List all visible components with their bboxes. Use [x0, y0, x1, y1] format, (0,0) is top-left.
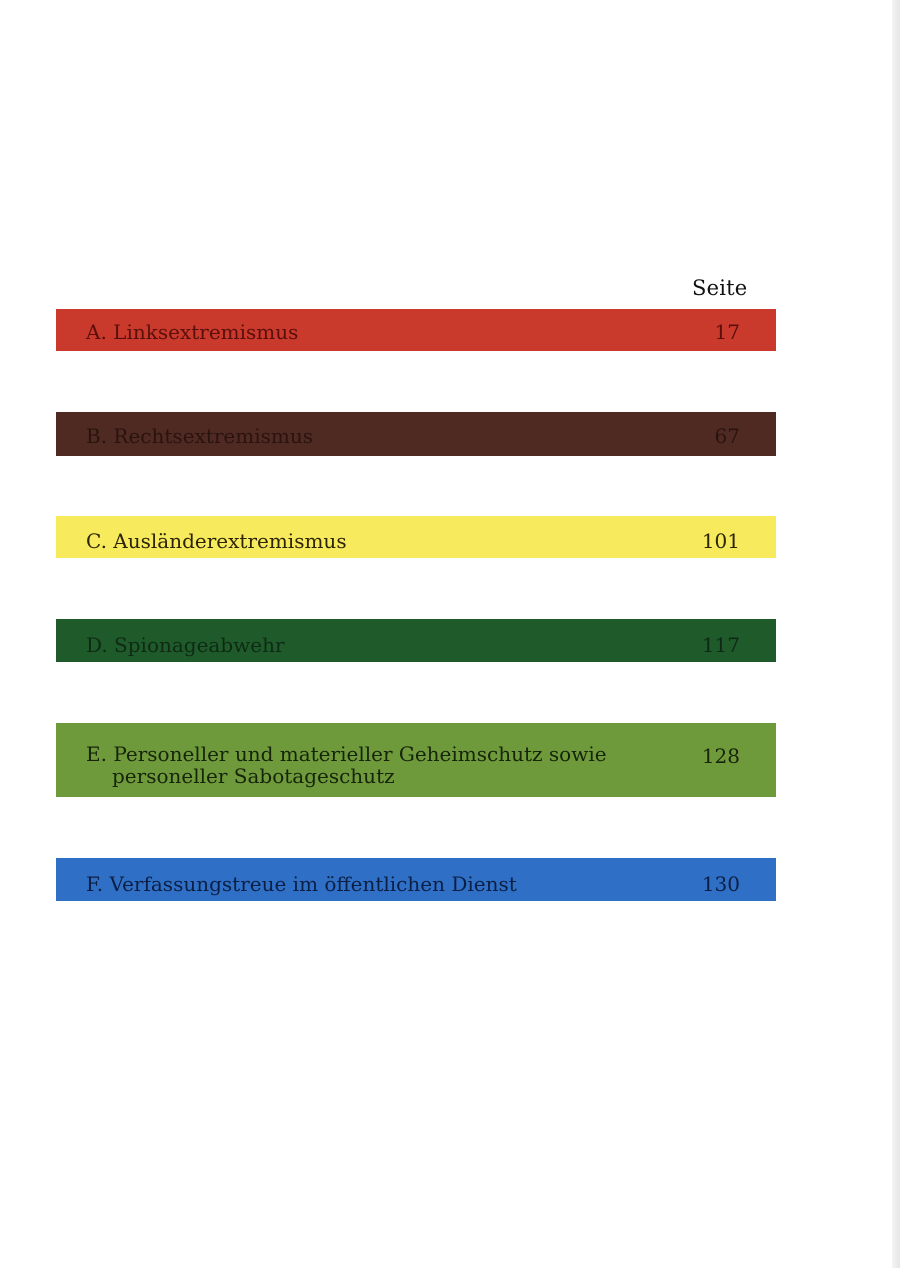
toc-entry-verfassungstreue[interactable] — [56, 858, 776, 901]
toc-entry-title — [86, 873, 686, 895]
toc-entry-title-line1: D. Spionageabwehr — [86, 633, 285, 657]
toc-entry-auslaenderextremismus[interactable] — [56, 516, 776, 558]
toc-entry-page-number: 130 — [701, 872, 740, 896]
toc-entry-title — [86, 743, 686, 787]
toc-entry-title-line1: B. Rechtsextremismus — [86, 424, 313, 448]
toc-entry-linksextremismus[interactable] — [56, 309, 776, 351]
toc-entry-title-line1: C. Ausländerextremismus — [86, 529, 347, 553]
toc-entry-title-line1: A. Linksextremismus — [86, 320, 299, 344]
toc-entry-spionageabwehr[interactable] — [56, 619, 776, 662]
toc-entry-geheimschutz[interactable] — [56, 723, 776, 797]
toc-entry-title — [86, 321, 686, 343]
toc-entry-title — [86, 425, 686, 447]
toc-entry-page-number: 17 — [714, 320, 740, 344]
toc-entry-page-number: 67 — [714, 424, 740, 448]
toc-entry-title-line2: personeller Sabotageschutz — [112, 764, 395, 788]
page-column-header: Seite — [692, 276, 748, 300]
toc-entry-page-number: 101 — [701, 529, 740, 553]
toc-entry-rechtsextremismus[interactable] — [56, 412, 776, 456]
toc-entry-title — [86, 634, 686, 656]
toc-entry-title — [86, 530, 686, 552]
toc-entry-title-line1: E. Personeller und materieller Geheimschutz sowie — [86, 742, 607, 766]
page-edge-shadow — [892, 0, 900, 1268]
toc-entry-page-number: 117 — [701, 633, 740, 657]
toc-entry-title-line1: F. Verfassungstreue im öffentlichen Dienst — [86, 872, 517, 896]
toc-entry-page-number: 128 — [701, 744, 740, 768]
